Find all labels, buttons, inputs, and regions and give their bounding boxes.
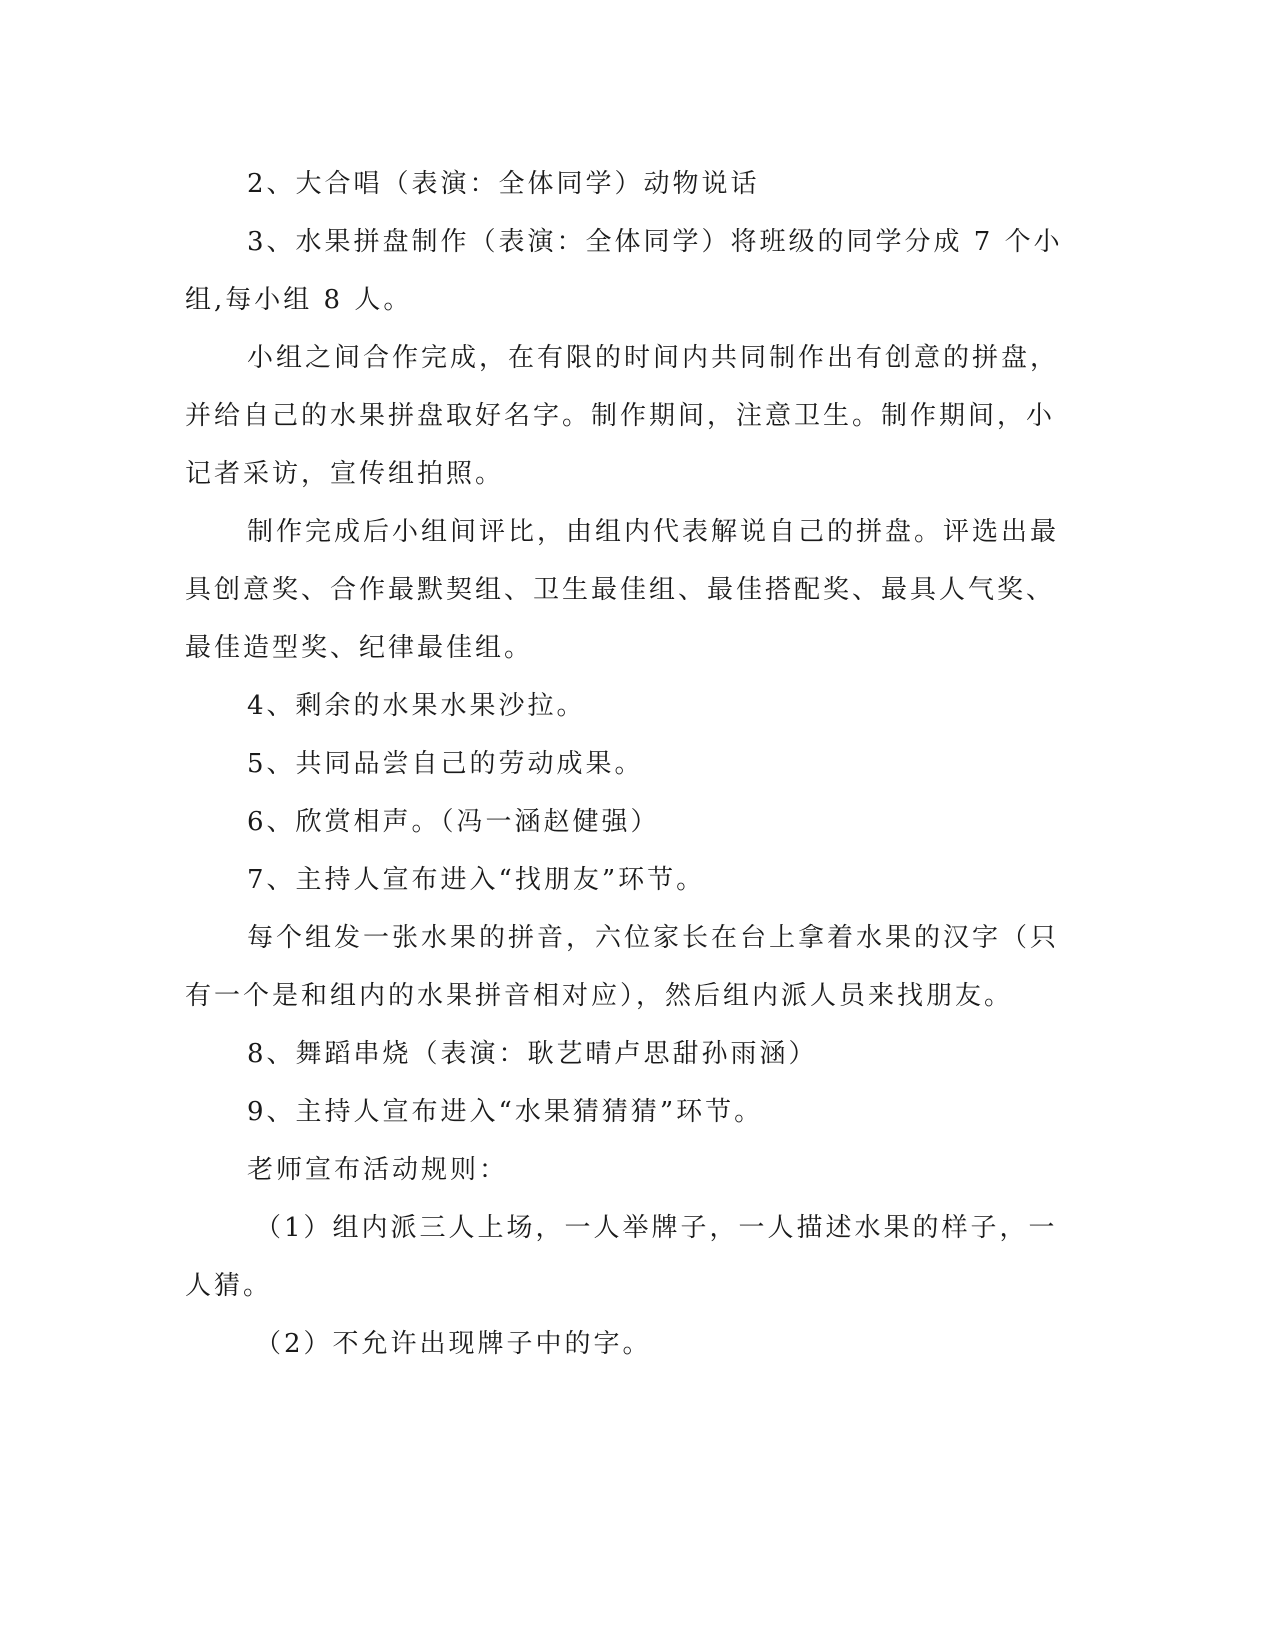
paragraph-find-friends: 每个组发一张水果的拼音，六位家长在台上拿着水果的汉字（只有一个是和组内的水果拼音相对应），然后组内派人员来找朋友。 bbox=[185, 923, 1060, 1011]
paragraph-teamwork: 小组之间合作完成，在有限的时间内共同制作出有创意的拼盘，并给自己的水果拼盘取好名字。制作期间，注意卫生。制作期间，小记者采访，宣传组拍照。 bbox=[185, 343, 1060, 489]
paragraph-rule-1: （1）组内派三人上场，一人举牌子，一人描述水果的样子，一人猜。 bbox=[185, 1213, 1058, 1301]
paragraph-rule-2: （2）不允许出现牌子中的字。 bbox=[255, 1329, 652, 1359]
paragraph-item-5: 5、共同品尝自己的劳动成果。 bbox=[247, 749, 644, 779]
document-body bbox=[185, 155, 1075, 1373]
paragraph-item-9: 9、主持人宣布进入“水果猜猜猜”环节。 bbox=[247, 1097, 764, 1127]
paragraph-item-3: 3、水果拼盘制作（表演：全体同学）将班级的同学分成 7 个小组,每小组 8 人。 bbox=[185, 227, 1063, 315]
paragraph-item-6: 6、欣赏相声。（冯一涵赵健强） bbox=[247, 807, 660, 837]
paragraph-item-8: 8、舞蹈串烧（表演：耿艺晴卢思甜孙雨涵） bbox=[247, 1039, 818, 1069]
paragraph-item-2: 2、大合唱（表演：全体同学）动物说话 bbox=[247, 169, 760, 199]
paragraph-rules-intro: 老师宣布活动规则： bbox=[247, 1155, 509, 1185]
paragraph-evaluation: 制作完成后小组间评比，由组内代表解说自己的拼盘。评选出最具创意奖、合作最默契组、卫生最佳组、最佳搭配奖、最具人气奖、最佳造型奖、纪律最佳组。 bbox=[185, 517, 1060, 663]
paragraph-item-7: 7、主持人宣布进入“找朋友”环节。 bbox=[247, 865, 706, 895]
paragraph-item-4: 4、剩余的水果水果沙拉。 bbox=[247, 691, 586, 721]
